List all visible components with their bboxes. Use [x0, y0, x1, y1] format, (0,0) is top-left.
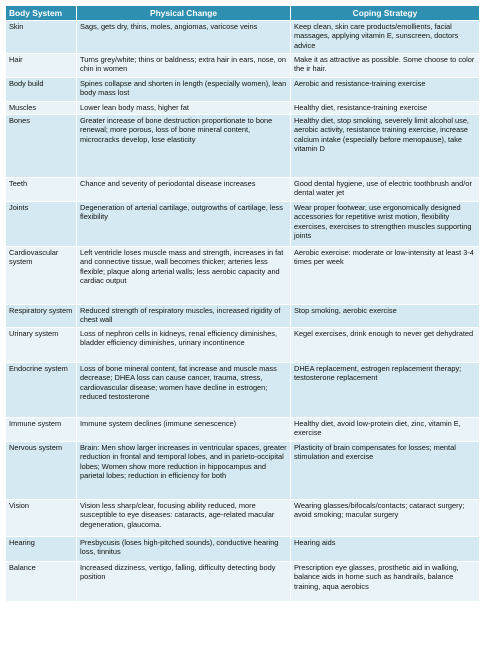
cell-body-system: Skin — [6, 21, 77, 54]
cell-physical-change: Loss of bone mineral content, fat increase and muscle mass decrease; DHEA loss can cause cancer, trauma, stress, cardiovascular disease; women have decline in estrogen; reduced testosterone — [77, 363, 291, 418]
cell-body-system: Joints — [6, 202, 77, 247]
cell-body-system: Teeth — [6, 178, 77, 202]
table-row — [6, 102, 480, 115]
table-row — [6, 78, 480, 102]
header-body-system: Body System — [6, 6, 77, 21]
cell-coping-strategy: Aerobic exercise: moderate or low-intensity at least 3-4 times per week — [291, 247, 480, 305]
table-row — [6, 328, 480, 363]
cell-physical-change: Increased dizziness, vertigo, falling, difficulty detecting body position — [77, 562, 291, 602]
table-row — [6, 442, 480, 500]
cell-physical-change: Sags, gets dry, thins, moles, angiomas, varicose veins — [77, 21, 291, 54]
cell-body-system: Respiratory system — [6, 305, 77, 328]
table-row — [6, 21, 480, 54]
cell-body-system: Bones — [6, 115, 77, 178]
table-row — [6, 54, 480, 78]
cell-coping-strategy: Kegel exercises, drink enough to never get dehydrated — [291, 328, 480, 363]
cell-physical-change: Turns grey/white; thins or baldness; extra hair in ears, nose, on chin in women — [77, 54, 291, 78]
cell-physical-change: Loss of nephron cells in kidneys, renal efficiency diminishes, bladder efficiency diminishes, urinary incontinence — [77, 328, 291, 363]
table-row — [6, 178, 480, 202]
cell-physical-change: Spines collapse and shorten in length (especially women), lean body mass lost — [77, 78, 291, 102]
cell-coping-strategy: Make it as attractive as possible. Some choose to color the ir hair. — [291, 54, 480, 78]
table-row — [6, 363, 480, 418]
cell-body-system: Muscles — [6, 102, 77, 115]
cell-body-system: Body build — [6, 78, 77, 102]
table-row — [6, 305, 480, 328]
cell-coping-strategy: Healthy diet, avoid low-protein diet, zinc, vitamin E, exercise — [291, 418, 480, 442]
cell-physical-change: Degeneration of arterial cartilage, outgrowths of cartilage, less flexibility — [77, 202, 291, 247]
cell-physical-change: Chance and severity of periodontal disease increases — [77, 178, 291, 202]
cell-body-system: Hair — [6, 54, 77, 78]
cell-coping-strategy: Healthy diet, stop smoking, severely limit alcohol use, aerobic activity, resistance training exercise, increase calcium intake (especially before menopause), take vitamin D — [291, 115, 480, 178]
table-row — [6, 500, 480, 537]
table-row — [6, 247, 480, 305]
cell-physical-change: Immune system declines (immune senescence) — [77, 418, 291, 442]
cell-physical-change: Left ventricle loses muscle mass and strength, increases in fat and connective tissue, wall becomes thicker; arteries less flexible; plaque along arterial walls; less aerobic capacity and cardiac output — [77, 247, 291, 305]
header-coping-strategy: Coping Strategy — [291, 6, 480, 21]
table-row — [6, 202, 480, 247]
cell-body-system: Immune system — [6, 418, 77, 442]
table-row — [6, 537, 480, 562]
cell-body-system: Hearing — [6, 537, 77, 562]
cell-body-system: Balance — [6, 562, 77, 602]
cell-coping-strategy: Hearing aids — [291, 537, 480, 562]
aging-body-systems-table — [5, 5, 480, 602]
table-container — [5, 5, 479, 602]
cell-physical-change: Lower lean body mass, higher fat — [77, 102, 291, 115]
cell-coping-strategy: Wearing glasses/bifocals/contacts; cataract surgery; avoid smoking; macular surgery — [291, 500, 480, 537]
cell-coping-strategy: Prescription eye glasses, prosthetic aid in walking, balance aids in home such as handrails, balance training, aqua aerobics — [291, 562, 480, 602]
table-row — [6, 115, 480, 178]
cell-body-system: Nervous system — [6, 442, 77, 500]
header-physical-change: Physical Change — [77, 6, 291, 21]
cell-physical-change: Greater increase of bone destruction proportionate to bone renewal; more porous, loss of bone mineral content, microcracks develop, lose elasticity — [77, 115, 291, 178]
cell-coping-strategy: DHEA replacement, estrogen replacement therapy; testosterone replacement — [291, 363, 480, 418]
cell-coping-strategy: Good dental hygiene, use of electric toothbrush and/or dental water jet — [291, 178, 480, 202]
cell-body-system: Endocrine system — [6, 363, 77, 418]
cell-physical-change: Brain: Men show larger increases in ventricular spaces, greater reduction in frontal and temporal lobes, and in parieto-occipital lobes; Women show more reduction in hippocampus and parietal lobes; reduction in efficiency for both — [77, 442, 291, 500]
cell-physical-change: Reduced strength of respiratory muscles, increased rigidity of chest wall — [77, 305, 291, 328]
cell-body-system: Vision — [6, 500, 77, 537]
cell-physical-change: Vision less sharp/clear, focusing ability reduced, more susceptible to eye diseases: cataracts, age-related macular degeneration, glaucoma. — [77, 500, 291, 537]
table-row — [6, 418, 480, 442]
cell-coping-strategy: Stop smoking, aerobic exercise — [291, 305, 480, 328]
cell-coping-strategy: Wear proper footwear, use ergonomically designed accessories for repetitive wrist motion, flexibility exercises, exercises to strengthen muscles supporting joints — [291, 202, 480, 247]
cell-coping-strategy: Aerobic and resistance-training exercise — [291, 78, 480, 102]
cell-coping-strategy: Keep clean, skin care products/emollients, facial massages, applying vitamin E, sunscreen, doctors advice — [291, 21, 480, 54]
table-header-row — [6, 6, 480, 21]
cell-coping-strategy: Plasticity of brain compensates for losses; mental stimulation and exercise — [291, 442, 480, 500]
cell-physical-change: Presbycusis (loses high-pitched sounds), conductive hearing loss, tinnitus — [77, 537, 291, 562]
cell-coping-strategy: Healthy diet, resistance-training exercise — [291, 102, 480, 115]
cell-body-system: Cardiovascular system — [6, 247, 77, 305]
cell-body-system: Urinary system — [6, 328, 77, 363]
table-row — [6, 562, 480, 602]
